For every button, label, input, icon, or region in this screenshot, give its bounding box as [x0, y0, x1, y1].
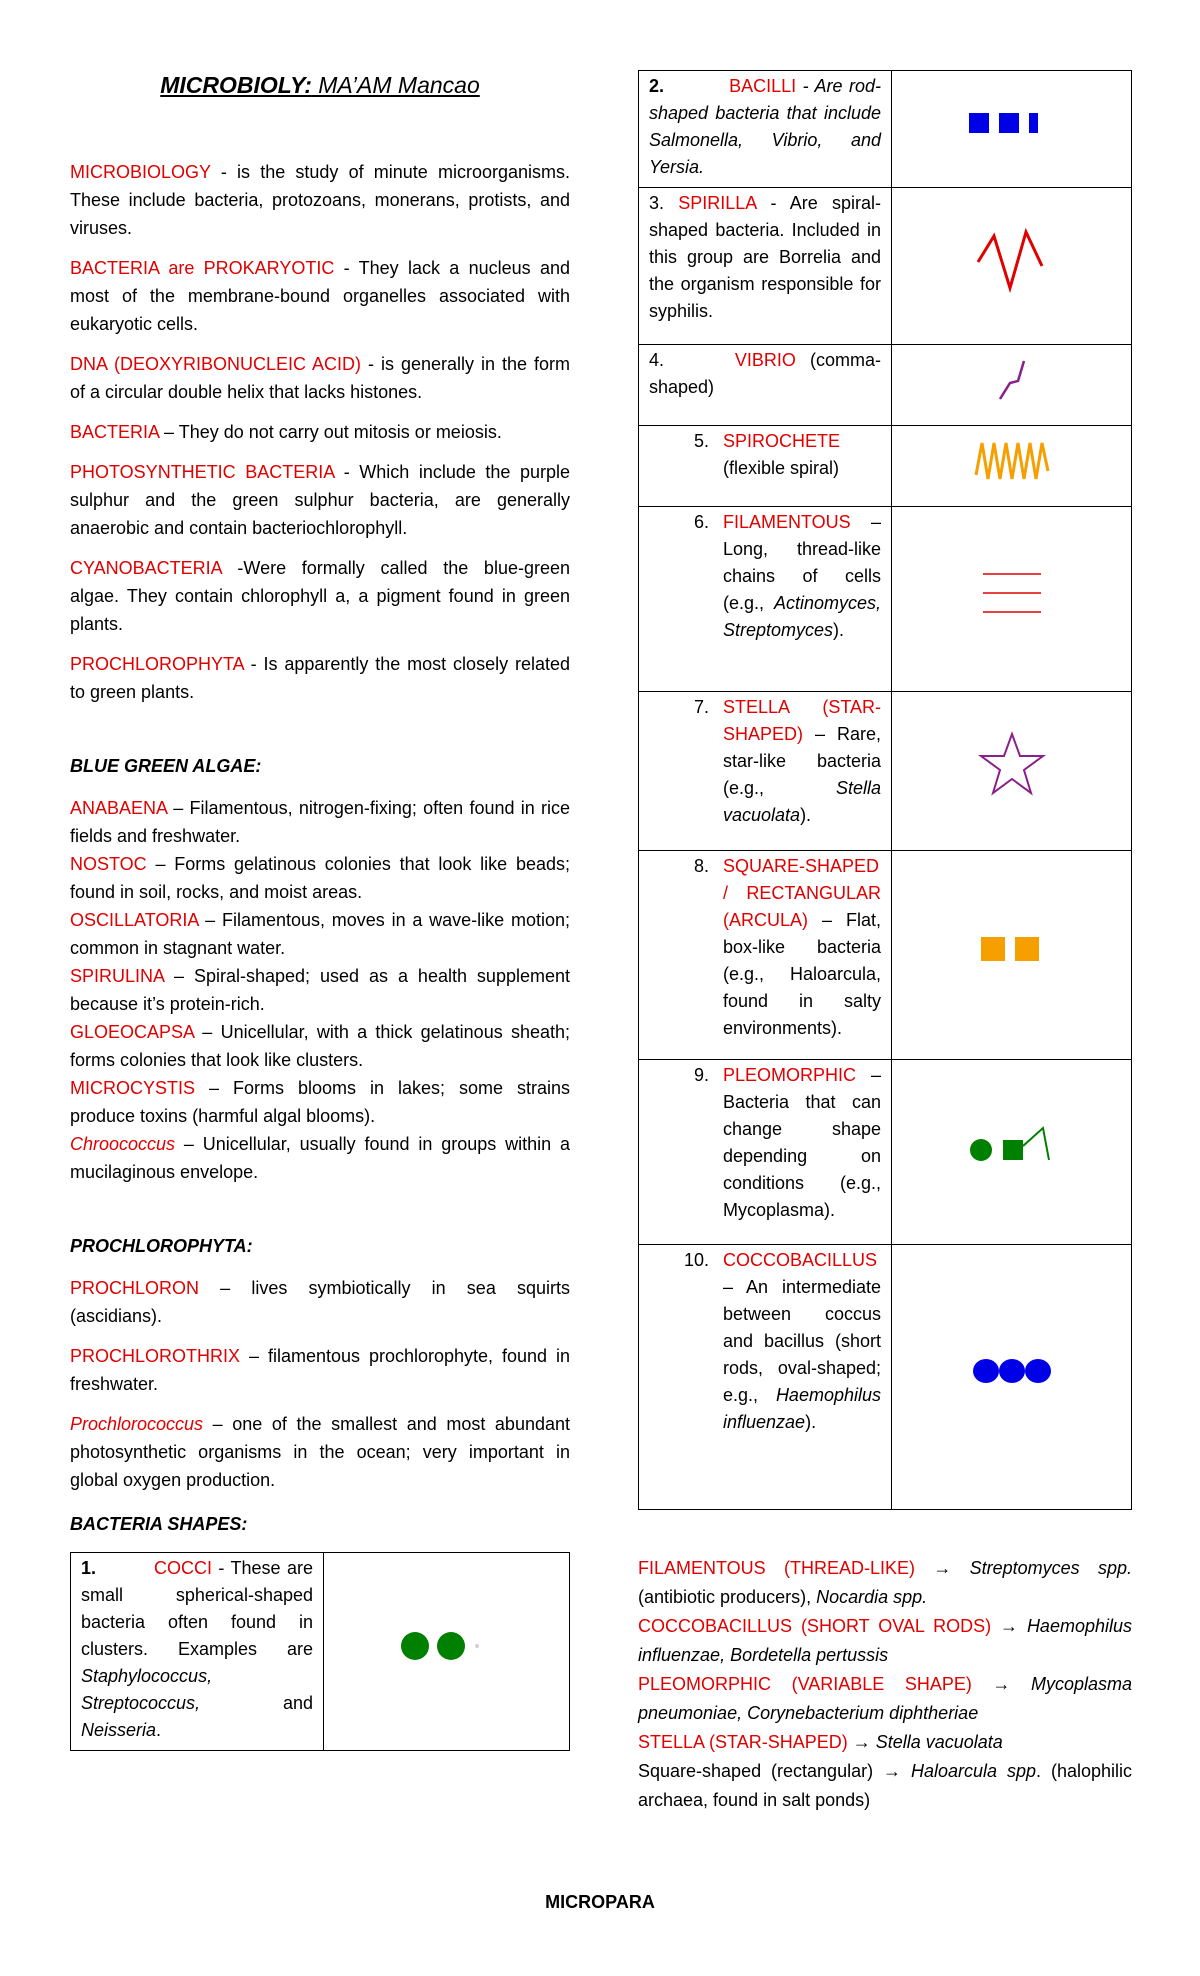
- shape-illustration: [892, 426, 1132, 507]
- shape-illustration: [892, 851, 1132, 1060]
- spirilla-icon: [972, 220, 1052, 300]
- shape-description: 2. BACILLI - Are rod-shaped bacteria that include Salmonella, Vibrio, and Yersia.: [639, 71, 892, 188]
- shapes-table-left: [70, 1552, 570, 1751]
- table-row: [639, 345, 1132, 426]
- intro-paragraph: BACTERIA – They do not carry out mitosis or meiosis.: [70, 422, 502, 442]
- shape-summary: [638, 1554, 1132, 1815]
- table-row: [639, 188, 1132, 345]
- bga-item: SPIRULINA – Spiral-shaped; used as a health supplement because it’s protein-rich.: [70, 966, 570, 1014]
- intro-paragraph: PHOTOSYNTHETIC BACTERIA - Which include the purple sulphur and the green sulphur bacteria, are generally anaerobic and contain bacteriochlorophyll.: [70, 462, 571, 538]
- bga-item: NOSTOC – Forms gelatinous colonies that look like beads; found in soil, rocks, and moist areas.: [70, 854, 570, 902]
- table-row: [639, 851, 1132, 1060]
- shape-illustration: [892, 507, 1132, 692]
- bga-item: Chroococcus – Unicellular, usually found in groups within a mucilaginous envelope.: [70, 1134, 570, 1182]
- spirochete-icon: [972, 433, 1052, 487]
- table-row: [639, 692, 1132, 851]
- shape-description: 8. SQUARE-SHAPED / RECTANGULAR (ARCULA) – Flat, box-like bacteria (e.g., Haloarcula, found in salty environments).: [639, 851, 892, 1060]
- table-row: [639, 507, 1132, 692]
- intro-paragraph: DNA (DEOXYRIBONUCLEIC ACID) - is generally in the form of a circular double helix that lacks histones.: [70, 354, 570, 402]
- shape-illustration: [892, 1060, 1132, 1245]
- coccobacillus-icon: [972, 1354, 1052, 1388]
- table-row: [639, 1060, 1132, 1245]
- table-row: [639, 1245, 1132, 1510]
- intro-paragraph: MICROBIOLOGY - is the study of minute microorganisms. These include bacteria, protozoans, monerans, protists, and viruses.: [70, 162, 570, 238]
- table-row: [71, 1553, 570, 1751]
- summary-item: COCCOBACILLUS (SHORT OVAL RODS) → Haemophilus influenzae, Bordetella pertussis: [638, 1616, 1132, 1665]
- shape-illustration: [892, 188, 1132, 345]
- vibrio-icon: [992, 355, 1032, 403]
- intro-paragraph: BACTERIA are PROKARYOTIC - They lack a nucleus and most of the membrane-bound organelles associated with eukaryotic cells.: [70, 258, 570, 334]
- bga-item: GLOEOCAPSA – Unicellular, with a thick gelatinous sheath; forms colonies that look like clusters.: [70, 1022, 570, 1070]
- star-icon: [977, 730, 1047, 800]
- summary-item: PLEOMORPHIC (VARIABLE SHAPE) → Mycoplasma pneumoniae, Corynebacterium diphtheriae: [638, 1674, 1132, 1723]
- shape-description: 1. COCCI - These are small spherical-shaped bacteria often found in clusters. Examples are Staphylococcus, Streptococcus, and Neisseria.: [71, 1553, 324, 1751]
- section-heading-blue-green-algae: BLUE GREEN ALGAE:: [70, 756, 262, 776]
- shape-illustration: [892, 1245, 1132, 1510]
- pro-item: PROCHLOROTHRIX – filamentous prochlorophyte, found in freshwater.: [70, 1346, 570, 1394]
- shape-description: 7. STELLA (STAR-SHAPED) – Rare, star-like bacteria (e.g., Stella vacuolata).: [639, 692, 892, 851]
- intro-paragraph: CYANOBACTERIA -Were formally called the blue-green algae. They contain chlorophyll a, a pigment found in green plants.: [70, 558, 570, 634]
- summary-item: FILAMENTOUS (THREAD-LIKE) → Streptomyces spp. (antibiotic producers), Nocardia spp.: [638, 1558, 1133, 1607]
- square-shaped-icon: [977, 934, 1047, 964]
- shape-description: 4. VIBRIO (comma-shaped): [639, 345, 892, 426]
- bga-item: MICROCYSTIS – Forms blooms in lakes; some strains produce toxins (harmful algal blooms).: [70, 1078, 570, 1126]
- right-column: [638, 70, 1132, 1815]
- page-title: MICROBIOLY: MA’AM Mancao: [160, 72, 480, 98]
- shape-description: 10. COCCOBACILLUS – An intermediate between coccus and bacillus (short rods, oval-shaped; e.g., Haemophilus influenzae).: [639, 1245, 892, 1510]
- shape-illustration: [892, 345, 1132, 426]
- shapes-table-right: [638, 70, 1132, 1510]
- summary-item: STELLA (STAR-SHAPED) → Stella vacuolata: [638, 1732, 1003, 1752]
- filamentous-icon: [977, 568, 1047, 618]
- table-row: [639, 426, 1132, 507]
- cocci-icon: [397, 1626, 497, 1666]
- intro-paragraph: PROCHLOROPHYTA - Is apparently the most closely related to green plants.: [70, 654, 570, 702]
- shape-illustration: [324, 1553, 570, 1751]
- shape-description: 3. SPIRILLA - Are spiral-shaped bacteria. Included in this group are Borrelia and the organism responsible for syphilis.: [639, 188, 892, 345]
- table-row: [639, 71, 1132, 188]
- shape-description: 6. FILAMENTOUS – Long, thread-like chains of cells (e.g., Actinomyces, Streptomyces).: [639, 507, 892, 692]
- left-column: [70, 70, 570, 1751]
- summary-item: Square-shaped (rectangular) → Haloarcula spp. (halophilic archaea, found in salt ponds): [638, 1761, 1132, 1810]
- shape-illustration: [892, 692, 1132, 851]
- bga-item: OSCILLATORIA – Filamentous, moves in a wave-like motion; common in stagnant water.: [70, 910, 570, 958]
- pleomorphic-icon: [967, 1124, 1057, 1168]
- pro-item: Prochlorococcus – one of the smallest and most abundant photosynthetic organisms in the ocean; very important in global oxygen production.: [70, 1414, 570, 1490]
- section-heading-prochlorophyta: PROCHLOROPHYTA:: [70, 1236, 253, 1256]
- shape-description: 9. PLEOMORPHIC – Bacteria that can change shape depending on conditions (e.g., Mycoplasma).: [639, 1060, 892, 1245]
- shape-description: 5. SPIROCHETE (flexible spiral): [639, 426, 892, 507]
- shape-illustration: [892, 71, 1132, 188]
- bga-item: ANABAENA – Filamentous, nitrogen-fixing; often found in rice fields and freshwater.: [70, 798, 570, 846]
- bacilli-icon: [967, 108, 1057, 138]
- section-heading-bacteria-shapes: BACTERIA SHAPES:: [70, 1514, 248, 1534]
- page-footer: MICROPARA: [545, 1892, 655, 1912]
- pro-item: PROCHLORON – lives symbiotically in sea squirts (ascidians).: [70, 1278, 570, 1326]
